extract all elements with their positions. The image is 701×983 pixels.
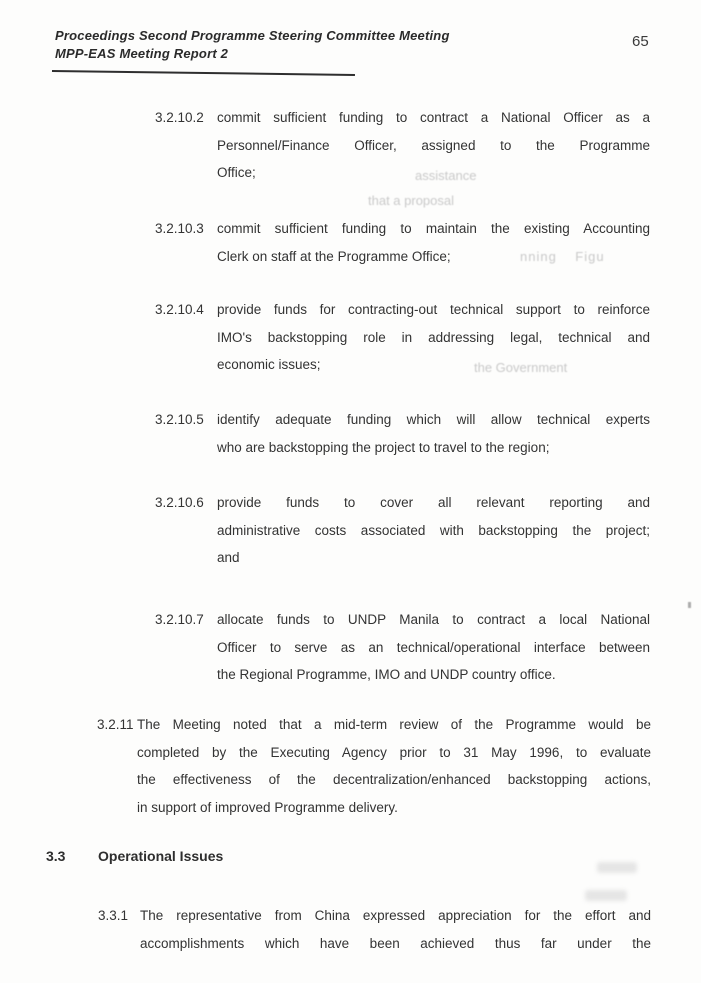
header-rule bbox=[52, 70, 355, 76]
item-number: 3.2.10.6 bbox=[155, 495, 204, 510]
item-number: 3.2.10.4 bbox=[155, 302, 204, 317]
ghost-text: that a proposal bbox=[368, 193, 455, 208]
ghost-smudge bbox=[585, 890, 627, 901]
scan-speck bbox=[688, 602, 691, 608]
document-title-line1: Proceedings Second Programme Steering Committee Meeting bbox=[55, 28, 450, 43]
ghost-text: assistance bbox=[415, 168, 477, 183]
item-number: 3.2.10.3 bbox=[155, 221, 204, 236]
section-heading: Operational Issues bbox=[98, 848, 224, 864]
item-number: 3.2.10.5 bbox=[155, 412, 204, 427]
ghost-text: the Government bbox=[474, 360, 568, 375]
section-number: 3.3 bbox=[46, 848, 66, 864]
page-number: 65 bbox=[632, 33, 649, 50]
paragraph-text: The representative from China expressed appreciation for the effort and accomplishments which have been achieved thus far under the bbox=[140, 908, 651, 951]
item-text: provide funds for contracting-out technical support to reinforce IMO's backstopping role in addressing legal, technical and economic issues; bbox=[217, 302, 650, 372]
item-text: provide funds to cover all relevant reporting and administrative costs associated with backstopping the project; and bbox=[217, 495, 650, 565]
paragraph-number: 3.2.11 bbox=[97, 717, 134, 732]
item-text: commit sufficient funding to contract a National Officer as a Personnel/Finance Officer, assigned to the Programme Office; bbox=[217, 110, 650, 180]
item-number: 3.2.10.2 bbox=[155, 110, 204, 125]
ghost-text: nning Figu bbox=[520, 249, 605, 264]
paragraph-number: 3.3.1 bbox=[98, 908, 129, 923]
ghost-smudge bbox=[597, 862, 637, 873]
document-title-line2: MPP-EAS Meeting Report 2 bbox=[55, 46, 229, 61]
paragraph-text: The Meeting noted that a mid-term review of the Programme would be completed by the Executing Agency prior to 31 May 1996, to evaluate the effectiveness of the decentralization/enhanced backstopping actions, in support of improved Programme delivery. bbox=[137, 717, 651, 815]
item-text: commit sufficient funding to maintain the existing Accounting Clerk on staff at the Programme Office; bbox=[217, 221, 650, 264]
item-text: allocate funds to UNDP Manila to contract a local National Officer to serve as an technical/operational interface between the Regional Programme, IMO and UNDP country office. bbox=[217, 612, 650, 682]
item-number: 3.2.10.7 bbox=[155, 612, 204, 627]
item-text: identify adequate funding which will allow technical experts who are backstopping the project to travel to the region; bbox=[217, 412, 650, 455]
